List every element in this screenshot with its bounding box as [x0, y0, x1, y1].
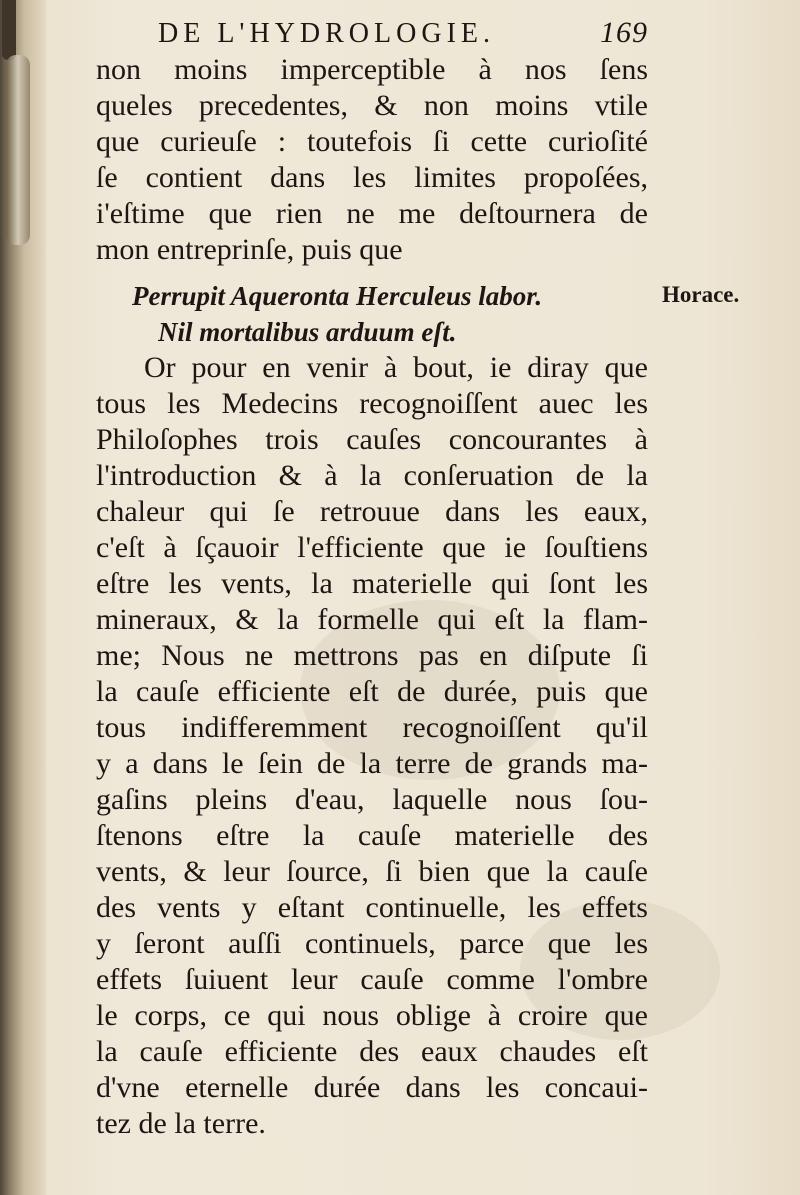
binding-thread [2, 0, 16, 60]
text-line: Philoſophes trois cauſes concourantes à [96, 423, 648, 456]
text-line: mon entreprinſe, puis que [96, 233, 403, 266]
page-number: 169 [600, 16, 648, 49]
text-line: eſtre les vents, la materielle qui ſont les [96, 567, 648, 600]
text-line: non moins imperceptible à nos ſens [96, 53, 648, 86]
text-line: la cauſe efficiente eſt de durée, puis que [96, 675, 648, 708]
text-line: ſtenons eſtre la cauſe materielle des [96, 819, 648, 852]
text-line: y a dans le ſein de la terre de grands ma- [96, 747, 648, 780]
text-line: le corps, ce qui nous oblige à croire que [96, 999, 648, 1032]
text-line: c'eſt à ſçauoir l'efficiente que ie ſouſtiens [96, 531, 648, 564]
text-line: tez de la terre. [96, 1107, 266, 1140]
running-head [158, 14, 648, 56]
text-line: d'vne eternelle durée dans les concaui- [96, 1071, 648, 1104]
text-line: Or pour en venir à bout, ie diray que [144, 351, 648, 384]
text-line: ſe contient dans les limites propoſées, [96, 161, 648, 194]
text-line: tous indifferemment recognoiſſent qu'il [96, 711, 648, 744]
text-line: i'eſtime que rien ne me deſtournera de [96, 197, 648, 230]
text-line: chaleur qui ſe retrouue dans les eaux, [96, 495, 648, 528]
text-line: effets ſuiuent leur cauſe comme l'ombre [96, 963, 648, 996]
text-line: des vents y eſtant continuelle, les effets [96, 891, 648, 924]
text-line: la cauſe efficiente des eaux chaudes eſt [96, 1035, 648, 1068]
binding-ribbon [6, 55, 30, 245]
text-line: mineraux, & la formelle qui eſt la flam- [96, 603, 648, 636]
marginal-note: Horace. [662, 282, 740, 307]
text-line: que curieuſe : toutefois ſi cette curioſité [96, 125, 648, 158]
text-line: l'introduction & à la conſeruation de la [96, 459, 648, 492]
verse-line: Perrupit Aqueronta Herculeus labor. [132, 281, 543, 311]
verse-line: Nil mortalibus arduum eſt. [158, 317, 457, 347]
text-line: vents, & leur ſource, ſi bien que la cauſe [96, 855, 648, 888]
text-line: queles precedentes, & non moins vtile [96, 89, 648, 122]
text-line: y ſeront auſſi continuels, parce que les [96, 927, 648, 960]
text-line: tous les Medecins recognoiſſent auec les [96, 387, 648, 420]
text-line: me; Nous ne mettrons pas en diſpute ſi [96, 639, 648, 672]
running-title: DE L'HYDROLOGIE. [158, 18, 496, 49]
text-line: gaſins pleins d'eau, laquelle nous ſou- [96, 783, 648, 816]
